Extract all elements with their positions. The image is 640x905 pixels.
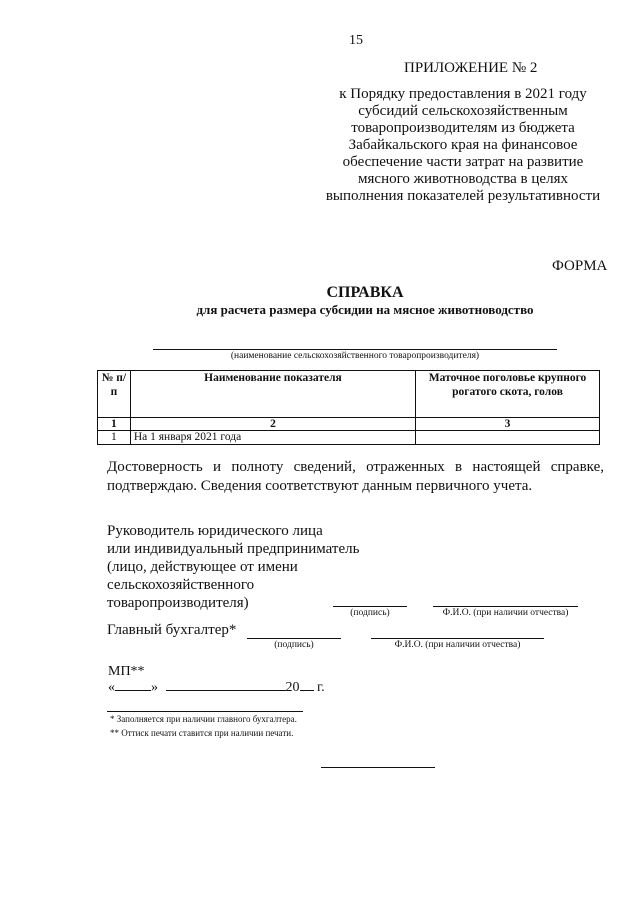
date-year-prefix: 20 <box>285 680 300 695</box>
footnote-stamp: ** Оттиск печати ставится при наличии печати. <box>110 728 294 738</box>
manager-label-line: сельскохозяйственного <box>107 577 255 593</box>
row-number-cell: 1 <box>98 431 131 445</box>
organization-name-caption: (наименование сельскохозяйственного товаропроизводителя) <box>230 351 480 361</box>
accountant-label: Главный бухгалтер* <box>107 622 237 638</box>
manager-label-line: Руководитель юридического лица <box>107 523 323 539</box>
accountant-name-line[interactable] <box>371 638 544 639</box>
manager-name-caption: Ф.И.О. (при наличии отчества) <box>442 608 569 618</box>
document-title: СПРАВКА <box>326 284 404 301</box>
date-day-blank[interactable] <box>115 690 151 691</box>
date-year-blank[interactable] <box>300 690 314 691</box>
table-header-row <box>98 371 600 418</box>
date-line <box>108 680 325 696</box>
bottom-separator <box>321 767 435 768</box>
manager-block <box>107 522 359 612</box>
accountant-signature-caption: (подпись) <box>274 640 314 650</box>
indicator-table <box>97 370 600 445</box>
index-cell: 2 <box>130 418 415 431</box>
column-header-number: № п/п <box>98 371 131 418</box>
date-year-suffix: г. <box>317 680 325 695</box>
form-label: ФОРМА <box>552 258 608 274</box>
manager-label-line: (лицо, действующее от имени <box>107 559 298 575</box>
date-close-quote: » <box>151 680 158 695</box>
manager-signature-line[interactable] <box>333 606 407 607</box>
footnote-separator <box>107 711 303 712</box>
date-month-blank[interactable] <box>166 690 286 691</box>
row-value-cell[interactable] <box>416 431 600 445</box>
manager-label-line: или индивидуальный предприниматель <box>107 541 360 557</box>
accountant-signature-line[interactable] <box>247 638 341 639</box>
manager-signature-caption: (подпись) <box>350 608 390 618</box>
accountant-name-caption: Ф.И.О. (при наличии отчества) <box>394 640 521 650</box>
appendix-title: ПРИЛОЖЕНИЕ № 2 <box>404 60 538 76</box>
certification-text: Достоверность и полноту сведений, отраженных в настоящей справке, подтверждаю. Сведения соответствуют данным первичного учета. <box>107 459 604 494</box>
row-indicator-cell: На 1 января 2021 года <box>130 431 415 445</box>
manager-label-line: товаропроизводителя) <box>107 595 249 611</box>
date-open-quote: « <box>108 680 115 695</box>
footnote-accountant: * Заполняется при наличии главного бухгалтера. <box>110 714 297 724</box>
document-subtitle: для расчета размера субсидии на мясное животноводство <box>196 302 534 317</box>
stamp-label: МП** <box>108 664 145 679</box>
column-header-indicator: Наименование показателя <box>130 371 415 418</box>
table-index-row <box>98 418 600 431</box>
organization-name-line <box>153 349 557 350</box>
index-cell: 3 <box>416 418 600 431</box>
manager-name-line[interactable] <box>433 606 578 607</box>
page-number: 15 <box>349 33 363 48</box>
index-cell: 1 <box>98 418 131 431</box>
table-row <box>98 431 600 445</box>
appendix-description: к Порядку предоставления в 2021 году субсидий сельскохозяйственным товаропроизводителям из бюджета Забайкальского края на финансовое обеспечение части затрат на развитие мясного животноводства в целях выполнения показателей результативности <box>325 86 601 204</box>
column-header-livestock: Маточное поголовье крупного рогатого скота, голов <box>416 371 600 418</box>
